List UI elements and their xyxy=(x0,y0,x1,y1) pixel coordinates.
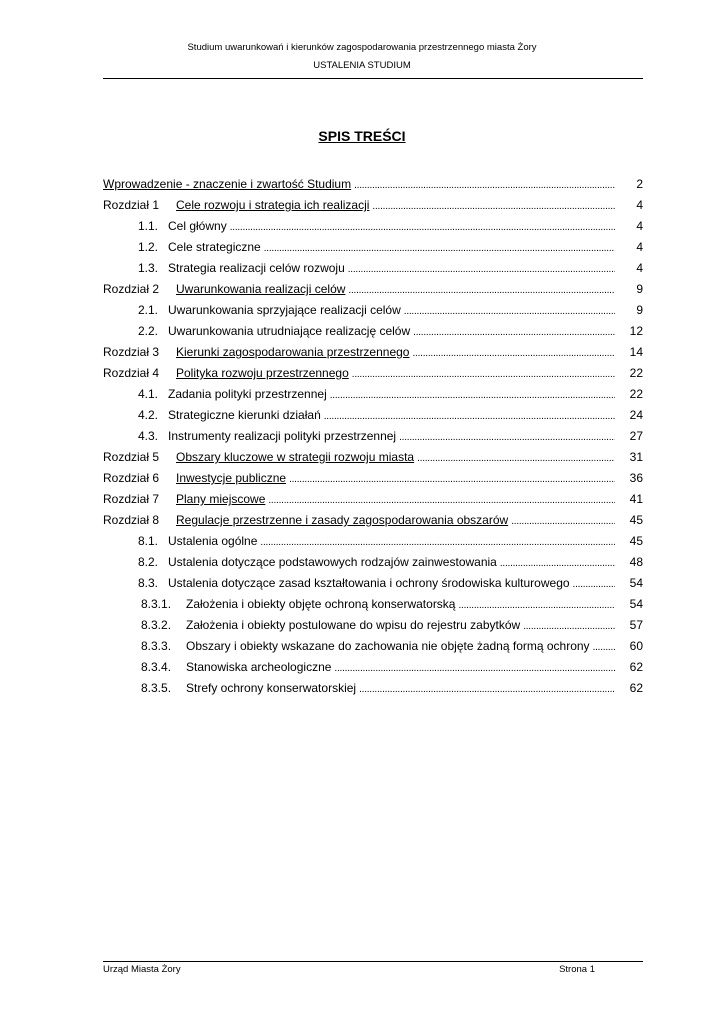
toc-leader-dots xyxy=(348,282,615,296)
toc-entry-number: 8.1. xyxy=(138,534,159,548)
toc-entry-label[interactable]: Obszary i obiekty wskazane do zachowania nie objęte żadną formą ochrony xyxy=(186,639,590,653)
toc-entry-page: 9 xyxy=(636,303,643,317)
toc-entry[interactable] xyxy=(103,618,643,639)
toc-entry-number: 8.3.1. xyxy=(141,597,172,611)
toc-leader-dots xyxy=(268,492,615,506)
toc-entry-number: 8.3.5. xyxy=(141,681,172,695)
toc-entry-number: Rozdział 8 xyxy=(103,513,160,527)
toc-entry-number: 8.3.3. xyxy=(141,639,172,653)
toc-entry[interactable] xyxy=(103,261,643,282)
toc-entry-label[interactable]: Strategia realizacji celów rozwoju xyxy=(168,261,345,275)
toc-entry[interactable] xyxy=(103,219,643,240)
toc-entry-label[interactable]: Obszary kluczowe w strategii rozwoju miasta xyxy=(176,450,415,464)
toc-entry-number: Rozdział 4 xyxy=(103,366,160,380)
toc-entry[interactable] xyxy=(103,282,643,303)
toc-entry-number: 8.2. xyxy=(138,555,159,569)
table-of-contents xyxy=(103,177,643,702)
toc-entry-label[interactable]: Instrumenty realizacji polityki przestrzennej xyxy=(168,429,397,443)
toc-entry[interactable] xyxy=(103,450,643,471)
header-rule xyxy=(103,78,643,79)
toc-entry-label[interactable]: Stanowiska archeologiczne xyxy=(186,660,332,674)
toc-entry-number: Rozdział 1 xyxy=(103,198,160,212)
toc-leader-dots xyxy=(593,639,615,653)
toc-entry-page: 41 xyxy=(629,492,643,506)
running-header-title: Studium uwarunkowań i kierunków zagospodarowania przestrzennego miasta Żory xyxy=(187,42,537,53)
toc-leader-dots xyxy=(359,681,615,695)
toc-entry[interactable] xyxy=(103,408,643,429)
toc-entry-page: 4 xyxy=(636,219,643,233)
toc-entry[interactable] xyxy=(103,576,643,597)
toc-leader-dots xyxy=(352,366,615,380)
toc-entry[interactable] xyxy=(103,681,643,702)
toc-entry-number: Rozdział 5 xyxy=(103,450,160,464)
toc-entry[interactable] xyxy=(103,303,643,324)
toc-leader-dots xyxy=(399,429,615,443)
toc-leader-dots xyxy=(289,471,615,485)
toc-entry-label[interactable]: Inwestycje publiczne xyxy=(176,471,287,485)
toc-entry-page: 12 xyxy=(629,324,643,338)
toc-entry-label[interactable]: Kierunki zagospodarowania przestrzennego xyxy=(176,345,410,359)
toc-entry-label[interactable]: Założenia i obiekty objęte ochroną konserwatorską xyxy=(186,597,456,611)
toc-entry-number: 1.2. xyxy=(138,240,159,254)
toc-entry-page: 45 xyxy=(629,513,643,527)
toc-entry-page: 2 xyxy=(636,177,643,191)
toc-entry-number: 1.3. xyxy=(138,261,159,275)
toc-entry-label[interactable]: Ustalenia dotyczące zasad kształtowania i ochrony środowiska kulturowego xyxy=(168,576,570,590)
toc-entry-page: 60 xyxy=(629,639,643,653)
toc-entry-page: 9 xyxy=(636,282,643,296)
toc-entry-page: 22 xyxy=(629,387,643,401)
footer-rule xyxy=(103,961,643,962)
toc-leader-dots xyxy=(230,219,615,233)
toc-entry-label[interactable]: Strefy ochrony konserwatorskiej xyxy=(186,681,357,695)
toc-entry-label[interactable]: Uwarunkowania sprzyjające realizacji celów xyxy=(168,303,401,317)
toc-leader-dots xyxy=(334,660,615,674)
toc-entry-number: 2.2. xyxy=(138,324,159,338)
toc-entry[interactable] xyxy=(103,324,643,345)
toc-leader-dots xyxy=(511,513,615,527)
page-title: SPIS TREŚCI xyxy=(318,128,406,144)
toc-leader-dots xyxy=(417,450,615,464)
toc-entry[interactable] xyxy=(103,660,643,681)
toc-entry-label[interactable]: Wprowadzenie - znaczenie i zwartość Studium xyxy=(103,177,352,191)
toc-entry-number: Rozdział 7 xyxy=(103,492,160,506)
toc-leader-dots xyxy=(404,303,615,317)
toc-entry-page: 31 xyxy=(629,450,643,464)
toc-leader-dots xyxy=(573,576,615,590)
toc-entry-number: 4.3. xyxy=(138,429,159,443)
toc-entry-number: 4.1. xyxy=(138,387,159,401)
toc-entry-number: 1.1. xyxy=(138,219,159,233)
running-header-section: USTALENIA STUDIUM xyxy=(313,60,411,71)
footer-page-number: Strona 1 xyxy=(559,964,595,975)
toc-entry-page: 54 xyxy=(629,576,643,590)
toc-leader-dots xyxy=(330,387,615,401)
toc-leader-dots xyxy=(372,198,615,212)
toc-entry-label[interactable]: Ustalenia dotyczące podstawowych rodzajów zainwestowania xyxy=(168,555,497,569)
toc-leader-dots xyxy=(413,324,615,338)
toc-leader-dots xyxy=(348,261,615,275)
toc-entry[interactable] xyxy=(103,492,643,513)
toc-entry-number: 4.2. xyxy=(138,408,159,422)
toc-leader-dots xyxy=(260,534,615,548)
toc-entry-label[interactable]: Uwarunkowania utrudniające realizację celów xyxy=(168,324,411,338)
toc-entry-label[interactable]: Plany miejscowe xyxy=(176,492,266,506)
toc-entry[interactable] xyxy=(103,639,643,660)
toc-entry-label[interactable]: Strategiczne kierunki działań xyxy=(168,408,321,422)
toc-entry-page: 4 xyxy=(636,240,643,254)
toc-entry-label[interactable]: Polityka rozwoju przestrzennego xyxy=(176,366,349,380)
toc-entry-number: 8.3.4. xyxy=(141,660,172,674)
toc-entry-number: 8.3. xyxy=(138,576,159,590)
toc-entry[interactable] xyxy=(103,597,643,618)
toc-entry-page: 57 xyxy=(629,618,643,632)
toc-entry-label[interactable]: Założenia i obiekty postulowane do wpisu do rejestru zabytków xyxy=(186,618,521,632)
toc-entry-number: Rozdział 3 xyxy=(103,345,160,359)
toc-entry[interactable] xyxy=(103,534,643,555)
toc-entry-page: 22 xyxy=(629,366,643,380)
toc-entry[interactable] xyxy=(103,513,643,534)
toc-entry-page: 54 xyxy=(629,597,643,611)
toc-leader-dots xyxy=(500,555,615,569)
toc-entry-page: 45 xyxy=(629,534,643,548)
toc-entry-number: Rozdział 2 xyxy=(103,282,160,296)
toc-entry[interactable] xyxy=(103,429,643,450)
toc-entry[interactable] xyxy=(103,471,643,492)
toc-leader-dots xyxy=(354,177,615,191)
toc-entry-label[interactable]: Uwarunkowania realizacji celów xyxy=(176,282,346,296)
toc-entry-page: 4 xyxy=(636,261,643,275)
toc-entry-label[interactable]: Cele strategiczne xyxy=(168,240,261,254)
toc-entry-page: 27 xyxy=(629,429,643,443)
toc-entry[interactable] xyxy=(103,345,643,366)
toc-entry[interactable] xyxy=(103,387,643,408)
toc-entry-page: 62 xyxy=(629,660,643,674)
toc-leader-dots xyxy=(412,345,615,359)
footer-left: Urząd Miasta Żory xyxy=(103,964,181,975)
toc-entry-label[interactable]: Cele rozwoju i strategia ich realizacji xyxy=(176,198,370,212)
toc-entry-label[interactable]: Regulacje przestrzenne i zasady zagospodarowania obszarów xyxy=(176,513,509,527)
toc-entry-page: 62 xyxy=(629,681,643,695)
toc-entry-label[interactable]: Ustalenia ogólne xyxy=(168,534,258,548)
toc-entry[interactable] xyxy=(103,240,643,261)
toc-entry-page: 24 xyxy=(629,408,643,422)
toc-entry-page: 48 xyxy=(629,555,643,569)
toc-entry-page: 36 xyxy=(629,471,643,485)
toc-leader-dots xyxy=(264,240,615,254)
toc-entry[interactable] xyxy=(103,366,643,387)
toc-entry[interactable] xyxy=(103,555,643,576)
toc-entry-number: Rozdział 6 xyxy=(103,471,160,485)
toc-entry-page: 4 xyxy=(636,198,643,212)
toc-leader-dots xyxy=(458,597,615,611)
toc-entry-page: 14 xyxy=(629,345,643,359)
toc-entry-label[interactable]: Zadania polityki przestrzennej xyxy=(168,387,327,401)
toc-entry[interactable] xyxy=(103,177,643,198)
toc-leader-dots xyxy=(523,618,615,632)
toc-entry-label[interactable]: Cel główny xyxy=(168,219,227,233)
toc-entry[interactable] xyxy=(103,198,643,219)
toc-entry-number: 2.1. xyxy=(138,303,159,317)
toc-leader-dots xyxy=(324,408,615,422)
toc-entry-number: 8.3.2. xyxy=(141,618,172,632)
